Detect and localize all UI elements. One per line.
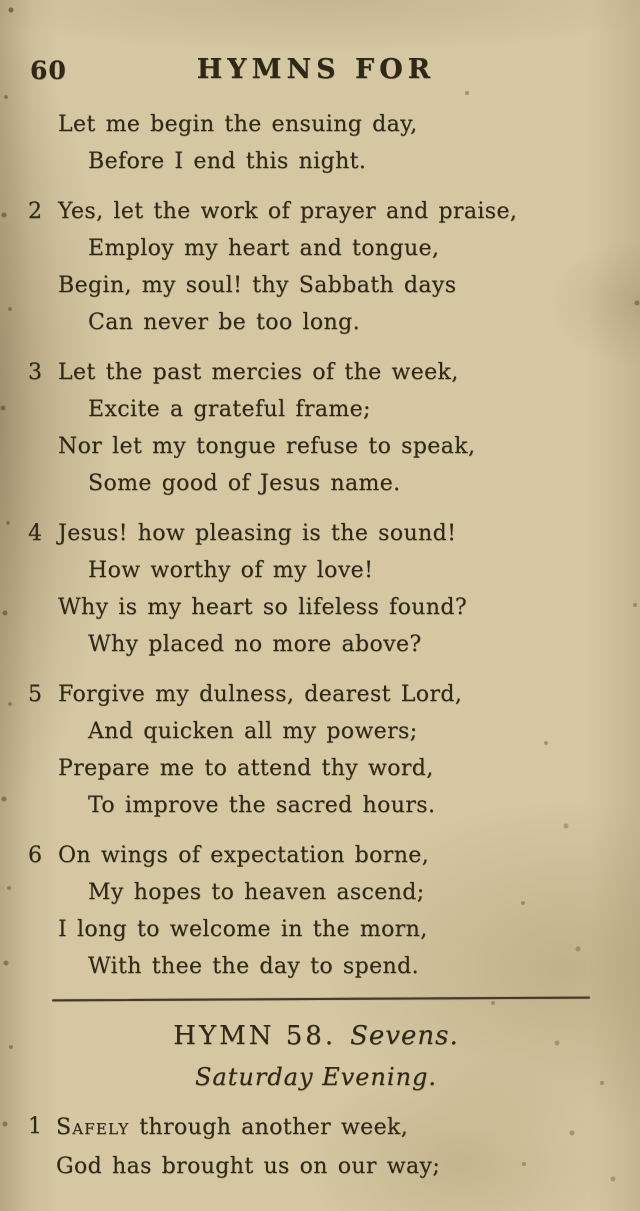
verse-line: With thee the day to spend. [88,954,419,979]
verse-line: Before I end this night. [88,149,367,174]
verse-line: And quicken all my powers; [88,719,418,744]
verse-line: God has brought us on our way; [56,1154,441,1179]
stanza-number: 6 [28,843,42,868]
stanza-number: 5 [28,682,42,707]
verse-line-rest: through another week, [129,1115,409,1140]
page-header [28,54,604,88]
stanza-number: 1 [28,1114,42,1139]
verse-line: On wings of expectation borne, [58,843,430,868]
verse-line: To improve the sacred hours. [88,793,436,818]
stanza-number: 4 [28,521,42,546]
verse-line: Prepare me to attend thy word, [58,756,434,781]
stanza-number: 2 [28,199,42,224]
page-number: 60 [30,56,67,85]
hymn-subtitle: Saturday Evening. [194,1063,438,1091]
verse-line: Can never be too long. [88,310,361,335]
verse-stanza [28,193,604,341]
verse-stanza [28,837,604,985]
verse-line: Why is my heart so lifeless found? [58,595,468,620]
verse-line: Excite a grateful frame; [88,397,371,422]
verse-stanza [28,515,604,663]
verse-line: Some good of Jesus name. [88,471,401,496]
running-header-title: HYMNS FOR [196,54,436,85]
verse-line: Let me begin the ensuing day, [58,112,418,137]
verse-line: Yes, let the work of prayer and praise, [58,199,518,224]
verse-line: Forgive my dulness, dearest Lord, [58,682,463,707]
verse-stanza [28,106,604,180]
hymn-number-title: HYMN 58. [173,1021,337,1051]
hymn-meter-label: Sevens. [350,1021,459,1051]
verse-stanza [28,354,604,502]
verse-stanza [28,676,604,824]
verse-line: Why placed no more above? [88,632,422,657]
section-divider [52,997,590,1002]
lead-word-smallcaps: Safely [56,1115,130,1140]
verse-line: How worthy of my love! [88,558,374,583]
verse-line: Begin, my soul! thy Sabbath days [58,273,457,298]
verse-line: Jesus! how pleasing is the sound! [58,521,457,546]
verse-line: My hopes to heaven ascend; [88,880,425,905]
verse-stanza [28,1108,604,1186]
hymn-heading [28,1020,604,1052]
verse-line: I long to welcome in the morn, [58,917,428,942]
hymn-verses [28,106,604,985]
verse-line [56,1108,604,1147]
verse-line: Let the past mercies of the week, [58,360,459,385]
stanza-number: 3 [28,360,42,385]
verse-line: Employ my heart and tongue, [88,236,440,261]
verse-line: Nor let my tongue refuse to speak, [58,434,476,459]
